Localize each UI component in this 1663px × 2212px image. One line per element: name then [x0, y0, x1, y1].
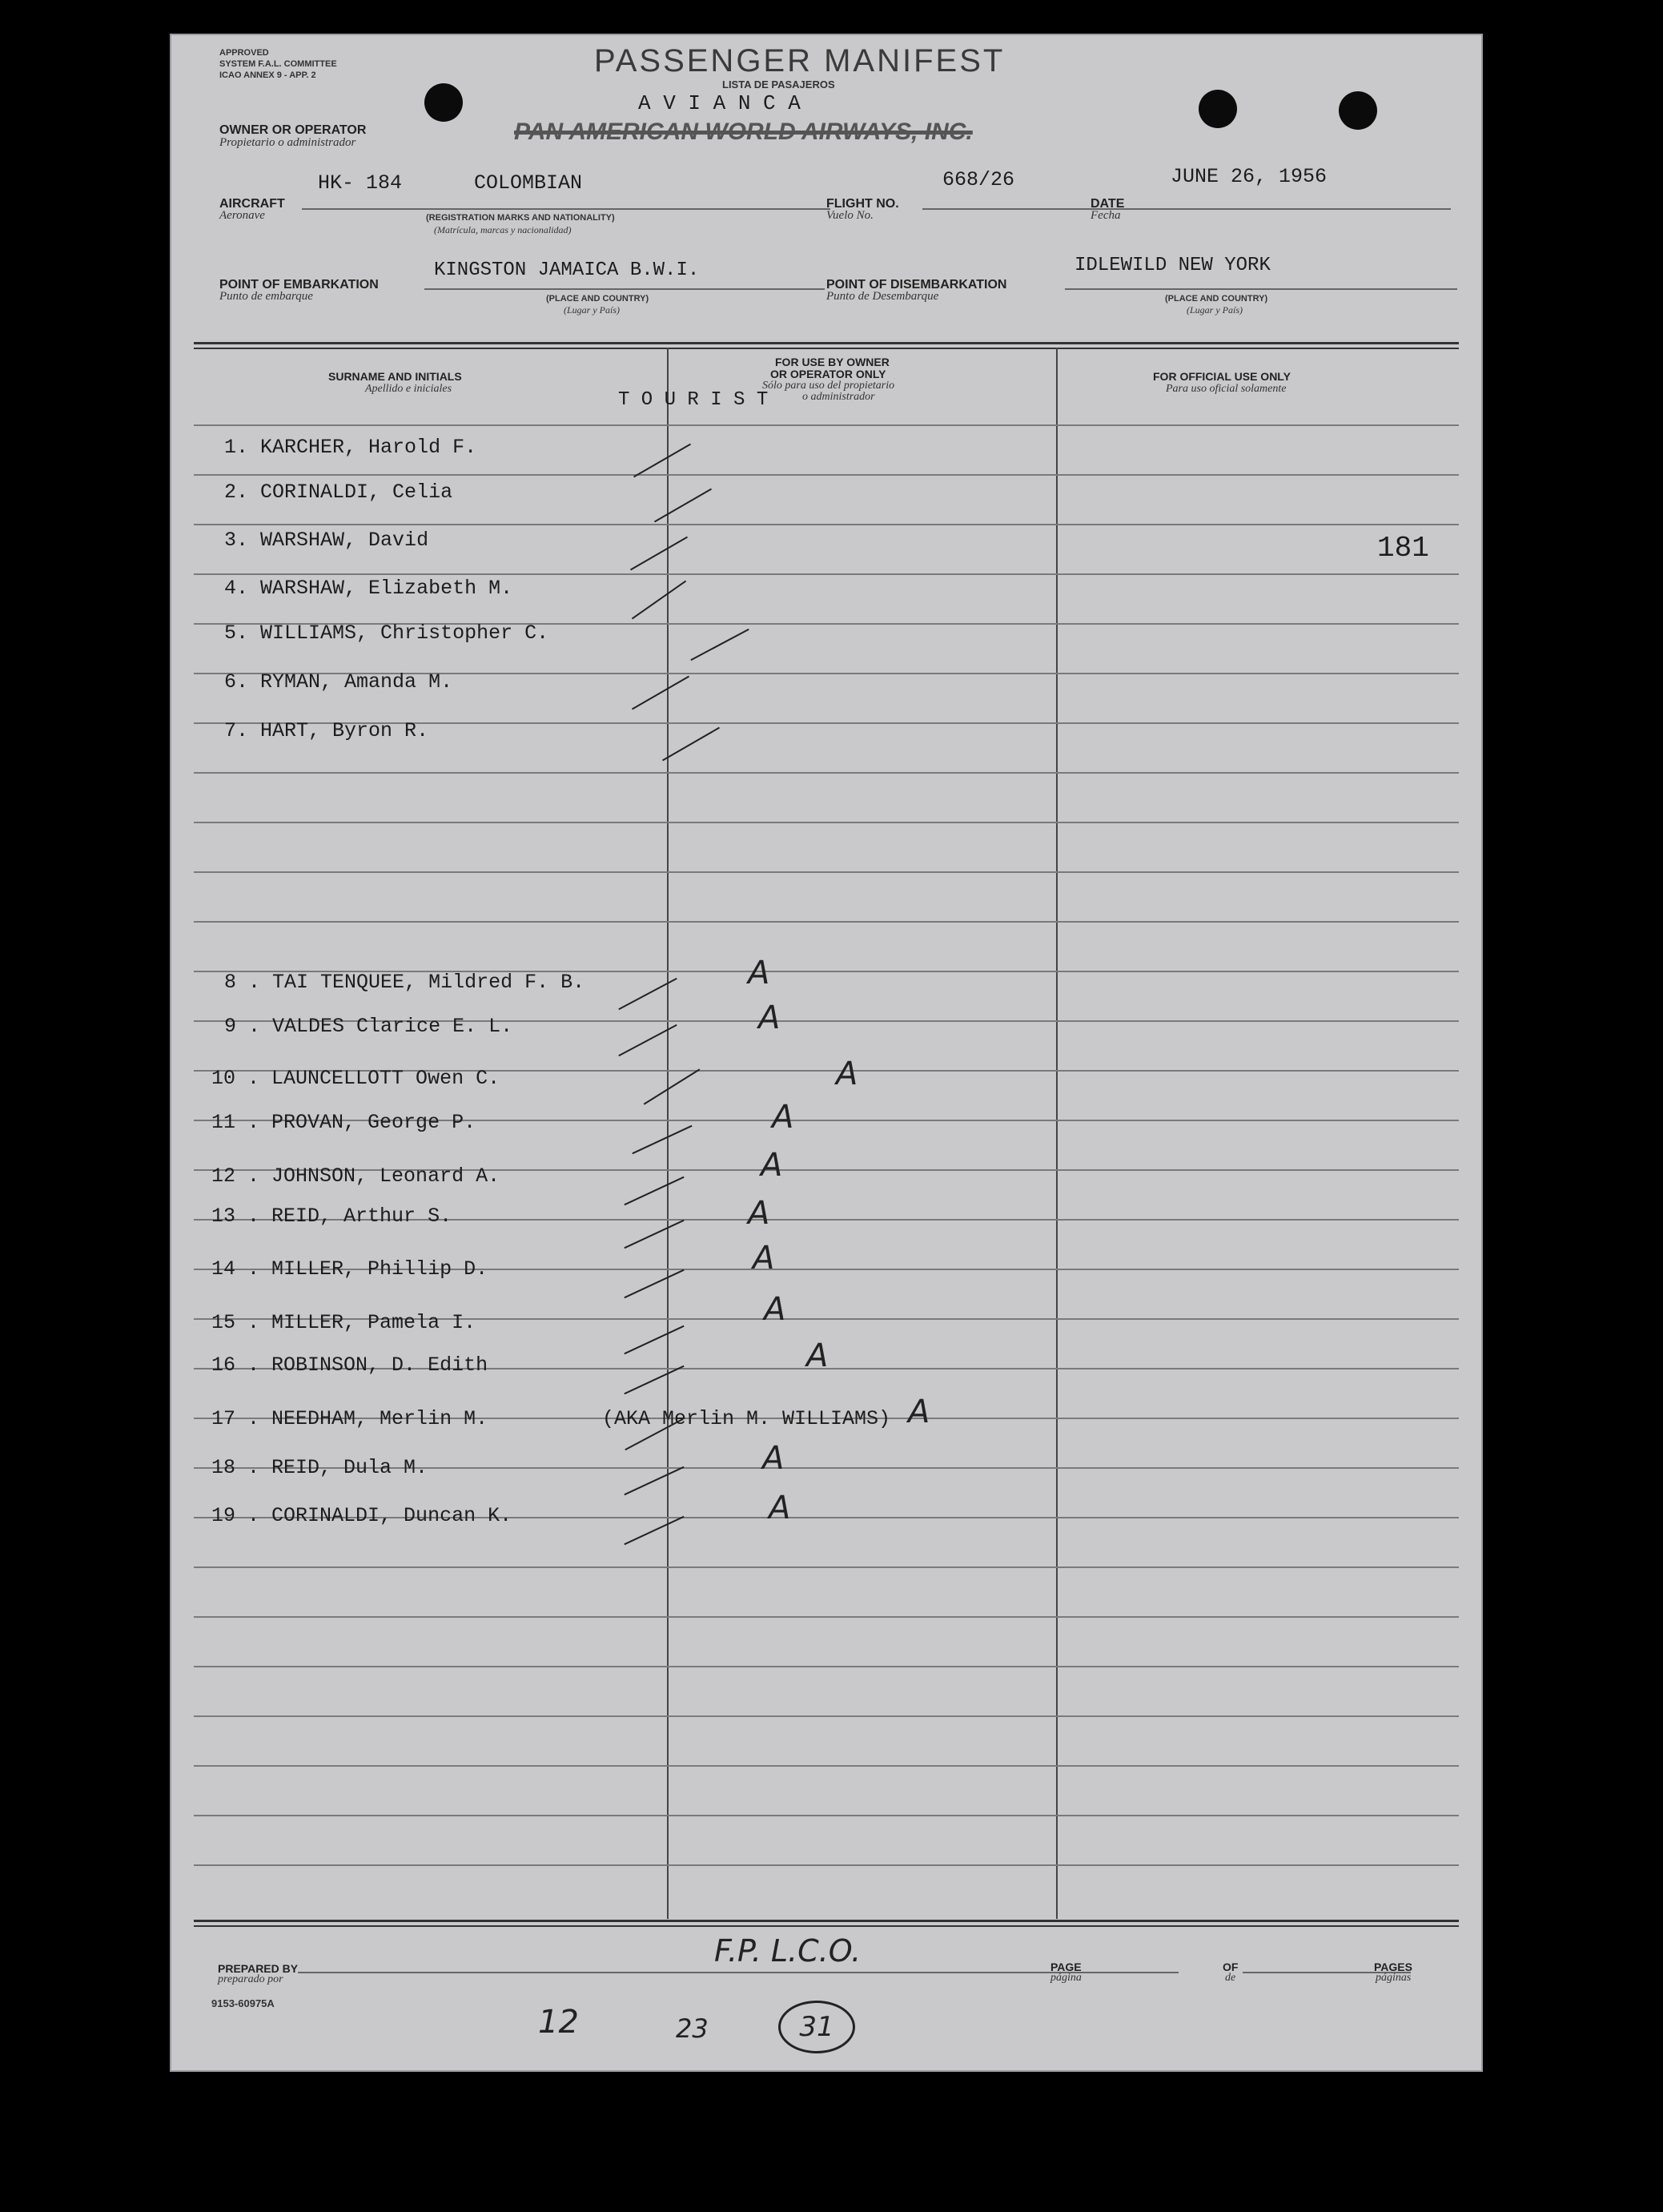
aircraft-sub-label: (REGISTRATION MARKS AND NATIONALITY) [426, 213, 615, 223]
passenger-row-12 [211, 1164, 500, 1188]
col-owner-header-2: OR OPERATOR ONLY [770, 368, 886, 380]
passenger-row-9 [224, 1015, 512, 1038]
check-mark [654, 489, 712, 523]
mark-a: A [908, 1394, 930, 1430]
passenger-num: 2. [224, 481, 249, 504]
mark-a: A [753, 1240, 775, 1277]
passenger-name: CORINALDI, Celia [260, 481, 453, 504]
passenger-name: ROBINSON, D. Edith [271, 1353, 488, 1377]
table-row-line [194, 1616, 1459, 1618]
check-mark [632, 581, 686, 620]
passenger-row-14 [211, 1257, 488, 1281]
passenger-row-16 [211, 1353, 488, 1377]
date-label-es: Fecha [1091, 209, 1121, 222]
passenger-row-2 [224, 481, 452, 504]
official-note-number: 181 [1377, 532, 1429, 565]
mark-a: A [772, 1099, 794, 1136]
punch-hole-right-2 [1339, 91, 1377, 130]
passenger-name: TAI TENQUEE, Mildred F. B. [272, 971, 585, 994]
table-row-line [194, 1566, 1459, 1568]
embarkation-label-es: Punto de embarque [219, 290, 313, 303]
owner-label-es: Propietario o administrador [219, 136, 356, 149]
passenger-num: 10 . [211, 1067, 260, 1090]
embarkation-value: KINGSTON JAMAICA B.W.I. [434, 259, 700, 281]
passenger-name: RYMAN, Amanda M. [260, 670, 453, 694]
mark-a: A [836, 1056, 858, 1092]
manifest-title: PASSENGER MANIFEST [594, 43, 1006, 78]
passenger-num: 3. [224, 529, 249, 552]
passenger-row-1 [224, 436, 476, 459]
table-bottom-rule-1 [194, 1920, 1459, 1922]
passenger-name: KARCHER, Harold F. [260, 436, 477, 459]
col-owner-header-es: Sólo para uso del propietario [762, 380, 895, 392]
approval-line-3: ICAO ANNEX 9 - APP. 2 [219, 70, 316, 80]
punch-hole-left [424, 83, 463, 122]
pages-label-es: páginas [1376, 1972, 1412, 1984]
airline-printed: PAN AMERICAN WORLD AIRWAYS, INC. [514, 119, 973, 145]
table-row-line [194, 524, 1459, 525]
embarkation-sub-es: (Lugar y País) [564, 304, 620, 316]
of-label: OF [1223, 1961, 1239, 1973]
col-owner-header-es-2: o administrador [802, 391, 875, 403]
flight-number: 668/26 [942, 168, 1015, 191]
mark-a: A [764, 1291, 786, 1328]
passenger-num: 18 . [211, 1456, 260, 1479]
table-row-line [194, 573, 1459, 575]
check-mark [624, 1220, 684, 1249]
date-underline [1127, 208, 1451, 210]
passenger-num: 6. [224, 670, 249, 694]
date-label: DATE [1091, 197, 1125, 211]
passenger-name: PROVAN, George P. [271, 1111, 476, 1134]
embarkation-sub: (PLACE AND COUNTRY) [546, 294, 649, 304]
prepared-by-label-es: preparado por [218, 1973, 283, 1985]
passenger-row-4 [224, 577, 512, 600]
passenger-num: 5. [224, 621, 249, 645]
mark-a: A [769, 1490, 791, 1526]
mark-a: A [761, 1147, 783, 1184]
col-official-header: FOR OFFICIAL USE ONLY [1153, 370, 1291, 383]
check-mark [630, 537, 688, 571]
passenger-name: NEEDHAM, Merlin M. [271, 1407, 488, 1430]
pages-label: PAGES [1374, 1961, 1412, 1973]
check-mark [624, 1176, 684, 1205]
class-tourist: T O U R I S T [618, 389, 769, 411]
passenger-row-6 [224, 670, 452, 694]
passenger-num: 15 . [211, 1311, 260, 1334]
check-mark [644, 1068, 701, 1104]
hand-note-2: 23 [676, 2013, 709, 2044]
passenger-name: REID, Arthur S. [271, 1205, 452, 1228]
check-mark [624, 1516, 684, 1545]
page-label: PAGE [1050, 1961, 1082, 1973]
passenger-row-7 [224, 719, 428, 742]
disembarkation-underline [1065, 288, 1457, 290]
prepared-by-value: F.P. L.C.O. [714, 1933, 862, 1969]
passenger-name: MILLER, Phillip D. [271, 1257, 488, 1281]
aircraft-registration: HK- 184 [318, 171, 403, 195]
disembarkation-sub-es: (Lugar y País) [1187, 304, 1243, 316]
column-divider-2 [1056, 348, 1058, 1919]
passenger-row-17 [211, 1407, 488, 1430]
passenger-row-8 [224, 971, 584, 994]
flight-label: FLIGHT NO. [826, 197, 899, 211]
aircraft-underline [302, 208, 830, 210]
aircraft-label: AIRCRAFT [219, 197, 285, 211]
passenger-row-15 [211, 1311, 476, 1334]
passenger-num: 14 . [211, 1257, 260, 1281]
col-official-header-es: Para uso oficial solamente [1166, 383, 1287, 395]
column-divider-1 [667, 348, 669, 1919]
aircraft-label-es: Aeronave [219, 209, 265, 222]
manifest-subtitle: LISTA DE PASAJEROS [722, 78, 835, 90]
flight-label-es: Vuelo No. [826, 209, 874, 222]
passenger-num: 19 . [211, 1504, 260, 1527]
airline-typed: A V I A N C A [638, 91, 801, 115]
disembarkation-value: IDLEWILD NEW YORK [1075, 255, 1271, 276]
airline-printed-struck [514, 119, 973, 146]
check-mark [624, 1325, 684, 1354]
aircraft-nationality: COLOMBIAN [474, 171, 583, 195]
approval-line-2: SYSTEM F.A.L. COMMITTEE [219, 59, 337, 69]
check-mark [624, 1365, 684, 1394]
passenger-num: 1. [224, 436, 249, 459]
table-bottom-rule-2 [194, 1925, 1459, 1927]
table-row-line [194, 1864, 1459, 1866]
manifest-page [170, 34, 1483, 2072]
hand-note-3 [778, 2001, 855, 2053]
passenger-name: HART, Byron R. [260, 719, 429, 742]
disembarkation-label: POINT OF DISEMBARKATION [826, 278, 1007, 292]
mark-a: A [748, 1195, 770, 1232]
hand-note-3-text: 31 [799, 2011, 834, 2043]
check-mark [624, 1269, 684, 1298]
passenger-name: WILLIAMS, Christopher C. [260, 621, 549, 645]
check-mark [632, 676, 689, 710]
passenger-name: LAUNCELLOTT Owen C. [271, 1067, 500, 1090]
table-row-line [194, 871, 1459, 873]
passenger-name: REID, Dula M. [271, 1456, 428, 1479]
passenger-name: CORINALDI, Duncan K. [271, 1504, 512, 1527]
table-row-line [194, 772, 1459, 774]
table-top-rule-1 [194, 342, 1459, 344]
embarkation-label: POINT OF EMBARKATION [219, 278, 379, 292]
check-mark [690, 629, 749, 661]
check-mark [662, 727, 720, 762]
check-mark [624, 1466, 684, 1495]
passenger-num: 9 . [224, 1015, 261, 1038]
aircraft-sub-label-es: (Matrícula, marcas y nacionalidad) [434, 224, 572, 235]
approval-line-1: APPROVED [219, 48, 269, 58]
table-top-rule-2 [194, 348, 1459, 349]
embarkation-underline [424, 288, 825, 290]
passenger-name: VALDES Clarice E. L. [272, 1015, 513, 1038]
passenger-row-11 [211, 1111, 476, 1134]
passenger-num: 11 . [211, 1111, 260, 1134]
check-mark [632, 1125, 692, 1154]
passenger-row-10 [211, 1067, 500, 1090]
flight-date: JUNE 26, 1956 [1171, 165, 1328, 188]
passenger-num: 8 . [224, 971, 261, 994]
table-row-line [194, 424, 1459, 426]
table-row-line [194, 822, 1459, 823]
passenger-name: WARSHAW, Elizabeth M. [260, 577, 513, 600]
passenger-row-18 [211, 1456, 428, 1479]
passenger-row-13 [211, 1205, 452, 1228]
col-owner-header-1: FOR USE BY OWNER [775, 356, 890, 368]
punch-hole-right-1 [1199, 90, 1237, 128]
col-surname-header: SURNAME AND INITIALS [328, 370, 462, 383]
form-number: 9153-60975A [211, 1997, 275, 2009]
table-row-line [194, 1715, 1459, 1717]
passenger-num: 17 . [211, 1407, 260, 1430]
mark-a: A [758, 999, 781, 1036]
passenger-num: 4. [224, 577, 249, 600]
passenger-row-5 [224, 621, 548, 645]
check-mark [633, 444, 691, 478]
passenger-name: WARSHAW, David [260, 529, 429, 552]
hand-note-1: 12 [538, 2004, 579, 2041]
passenger-row-19 [211, 1504, 512, 1527]
table-row-line [194, 1666, 1459, 1667]
prepared-by-label: PREPARED BY [218, 1962, 299, 1975]
col-surname-header-es: Apellido e iniciales [365, 383, 452, 395]
table-row-line [194, 1765, 1459, 1767]
passenger-num: 7. [224, 719, 249, 742]
passenger-name: MILLER, Pamela I. [271, 1311, 476, 1334]
of-label-es: de [1225, 1972, 1236, 1984]
table-row-line [194, 1815, 1459, 1816]
table-row-line [194, 474, 1459, 476]
passenger-row-3 [224, 529, 428, 552]
table-row-line [194, 921, 1459, 923]
passenger-num: 12 . [211, 1164, 260, 1188]
mark-a: A [806, 1337, 829, 1374]
disembarkation-label-es: Punto de Desembarque [826, 290, 939, 303]
passenger-num: 13 . [211, 1205, 260, 1228]
mark-a: A [748, 955, 770, 991]
disembarkation-sub: (PLACE AND COUNTRY) [1165, 294, 1268, 304]
owner-label: OWNER OR OPERATOR [219, 123, 367, 137]
passenger-17-aka: (AKA Merlin M. WILLIAMS) [602, 1407, 891, 1430]
prepared-by-underline [298, 1972, 1179, 1973]
passenger-name: JOHNSON, Leonard A. [271, 1164, 500, 1188]
passenger-num: 16 . [211, 1353, 260, 1377]
mark-a: A [762, 1440, 785, 1477]
page-label-es: página [1050, 1972, 1082, 1984]
